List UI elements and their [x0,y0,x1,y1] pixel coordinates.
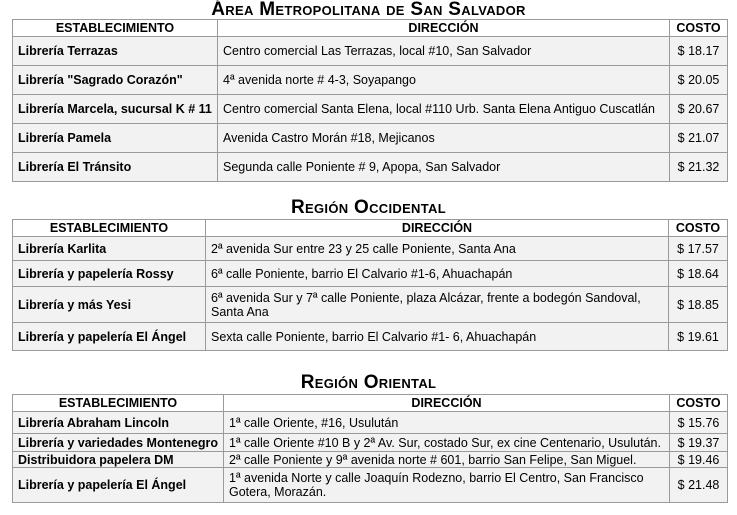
establecimiento-cell: Librería y papelería Rossy [13,261,206,287]
direccion-cell: 1ª avenida Norte y calle Joaquín Rodezno, barrio El Centro, San Francisco Gotera, Morazán. [224,468,670,503]
establecimiento-cell: Librería El Tránsito [13,153,218,182]
establecimiento-cell: Librería Abraham Lincoln [13,412,224,434]
costo-cell: $ 18.85 [669,287,728,323]
header-costo: COSTO [670,395,728,412]
establecimiento-cell: Librería y papelería El Ángel [13,323,206,351]
direccion-cell: 6ª avenida Sur y 7ª calle Poniente, plaza Alcázar, frente a bodegón Sandoval, Santa Ana [206,287,669,323]
direccion-cell: Sexta calle Poniente, barrio El Calvario #1- 6, Ahuachapán [206,323,669,351]
table-metropolitana [12,19,728,182]
direccion-cell: 4ª avenida norte # 4-3, Soyapango [218,66,670,95]
table-header-row [13,395,728,412]
table-row [13,95,728,124]
costo-cell: $ 19.46 [670,452,728,468]
table-oriental [12,394,728,503]
costo-cell: $ 18.64 [669,261,728,287]
header-establecimiento: ESTABLECIMIENTO [13,220,206,237]
costo-cell: $ 20.67 [670,95,728,124]
establecimiento-cell: Librería Karlita [13,237,206,261]
header-costo: COSTO [670,20,728,37]
costo-cell: $ 21.32 [670,153,728,182]
establecimiento-cell: Librería Terrazas [13,37,218,66]
header-direccion: DIRECCIÓN [206,220,669,237]
costo-cell: $ 20.05 [670,66,728,95]
establecimiento-cell: Librería y variedades Montenegro [13,434,224,452]
direccion-cell: Segunda calle Poniente # 9, Apopa, San Salvador [218,153,670,182]
direccion-cell: 6ª calle Poniente, barrio El Calvario #1-6, Ahuachapán [206,261,669,287]
header-direccion: DIRECCIÓN [224,395,670,412]
table-header-row [13,20,728,37]
direccion-cell: 2ª calle Poniente y 9ª avenida norte # 601, barrio San Felipe, San Miguel. [224,452,670,468]
section-title-metropolitana: Área Metropolitana de San Salvador [211,0,526,20]
table-row [13,287,728,323]
table-row [13,452,728,468]
direccion-cell: 2ª avenida Sur entre 23 y 25 calle Poniente, Santa Ana [206,237,669,261]
header-establecimiento: ESTABLECIMIENTO [13,395,224,412]
costo-cell: $ 17.57 [669,237,728,261]
header-establecimiento: ESTABLECIMIENTO [13,20,218,37]
table-row [13,37,728,66]
table-occidental [12,219,728,351]
establecimiento-cell: Librería y papelería El Ángel [13,468,224,503]
costo-cell: $ 21.07 [670,124,728,153]
table-header-row [13,220,728,237]
costo-cell: $ 15.76 [670,412,728,434]
table-row [13,66,728,95]
costo-cell: $ 18.17 [670,37,728,66]
header-costo: COSTO [669,220,728,237]
table-row [13,153,728,182]
costo-cell: $ 19.37 [670,434,728,452]
table-row [13,261,728,287]
direccion-cell: Avenida Castro Morán #18, Mejicanos [218,124,670,153]
table-row [13,434,728,452]
establecimiento-cell: Librería y más Yesi [13,287,206,323]
table-row [13,323,728,351]
establecimiento-cell: Librería Pamela [13,124,218,153]
section-title-occidental: Región Occidental [291,197,446,218]
table-row [13,124,728,153]
header-direccion: DIRECCIÓN [218,20,670,37]
table-row [13,412,728,434]
costo-cell: $ 21.48 [670,468,728,503]
establecimiento-cell: Distribuidora papelera DM [13,452,224,468]
establecimiento-cell: Librería Marcela, sucursal K # 11 [13,95,218,124]
costo-cell: $ 19.61 [669,323,728,351]
section-title-oriental: Región Oriental [300,372,437,393]
direccion-cell: 1ª calle Oriente, #16, Usulután [224,412,670,434]
direccion-cell: 1ª calle Oriente #10 B y 2ª Av. Sur, costado Sur, ex cine Centenario, Usulután. [224,434,670,452]
direccion-cell: Centro comercial Las Terrazas, local #10, San Salvador [218,37,670,66]
table-row [13,237,728,261]
table-row [13,468,728,503]
establecimiento-cell: Librería "Sagrado Corazón" [13,66,218,95]
direccion-cell: Centro comercial Santa Elena, local #110 Urb. Santa Elena Antiguo Cuscatlán [218,95,670,124]
